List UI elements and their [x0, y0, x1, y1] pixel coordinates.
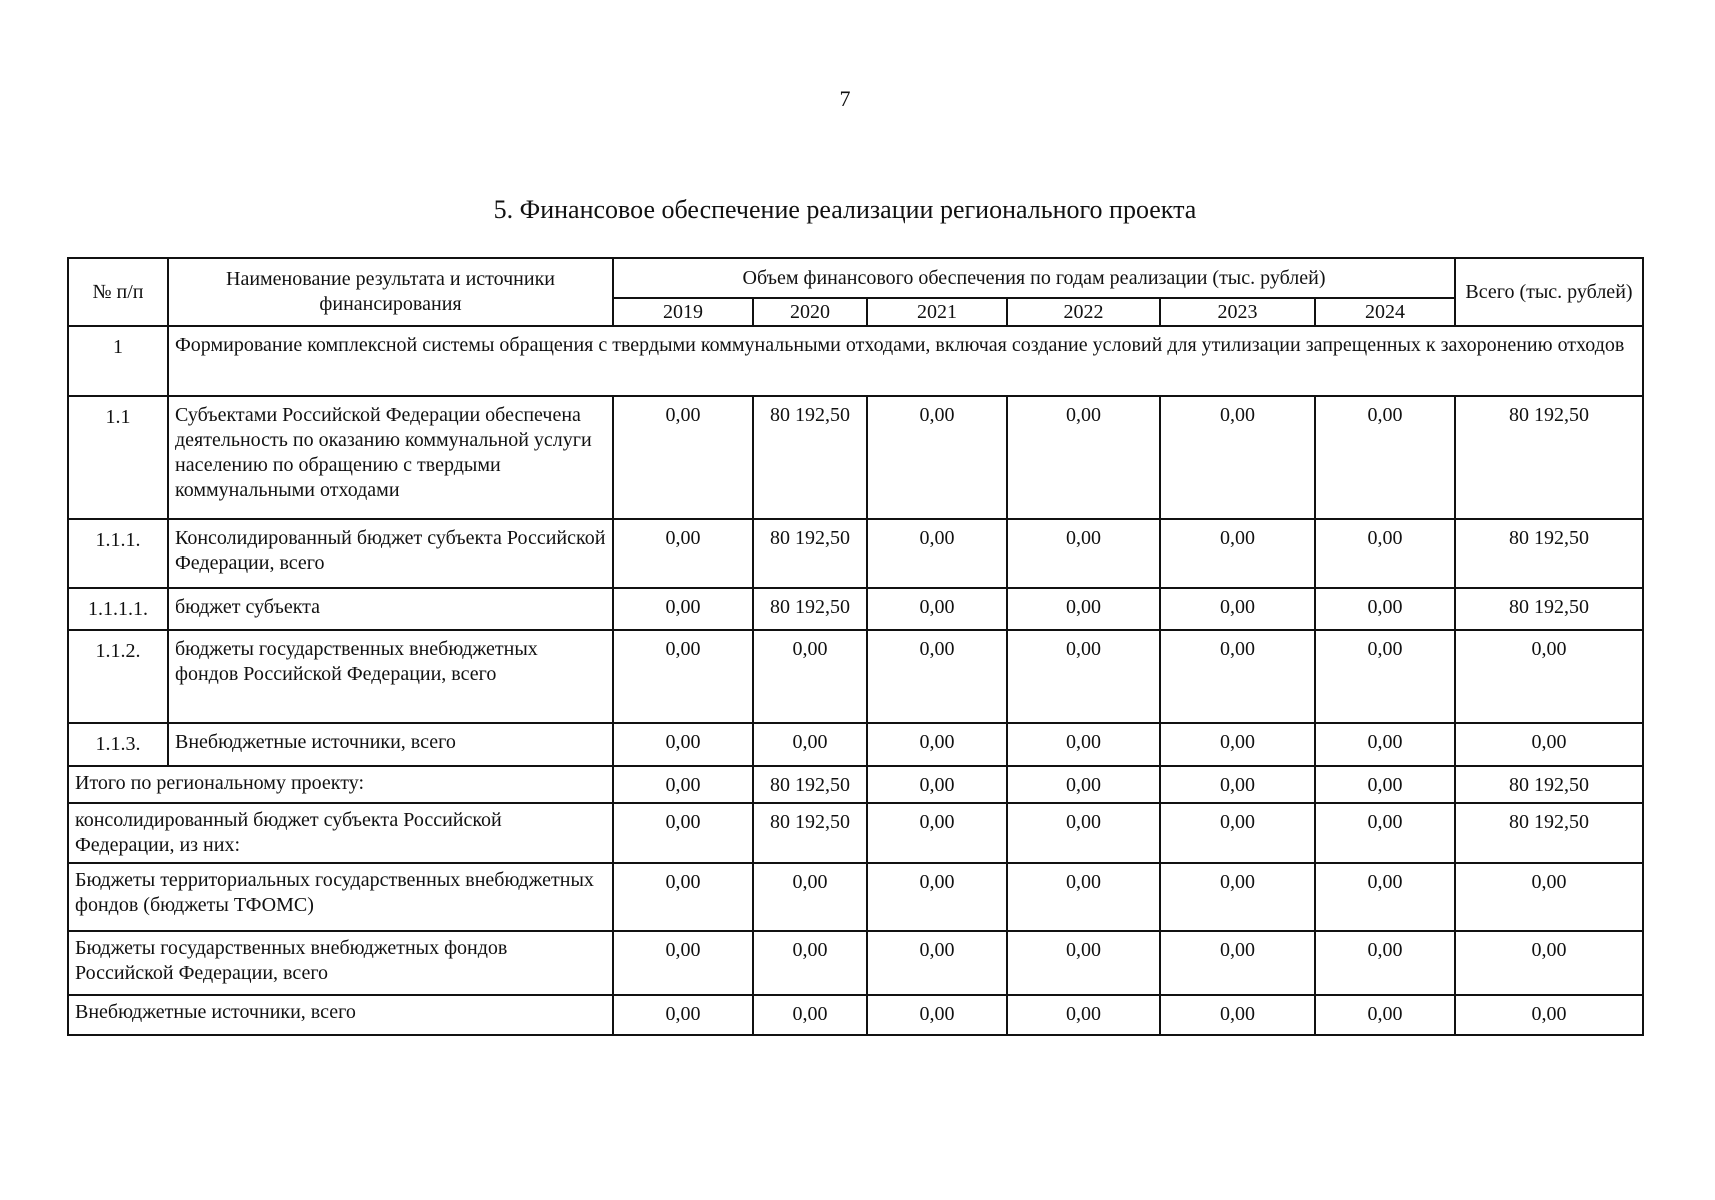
- totals-value: 0,00: [867, 863, 1007, 931]
- totals-total: 80 192,50: [1455, 766, 1643, 803]
- totals-value: 0,00: [753, 931, 867, 995]
- totals-value: 0,00: [1007, 803, 1160, 863]
- totals-label: Внебюджетные источники, всего: [68, 995, 613, 1035]
- row-value: 0,00: [1007, 396, 1160, 519]
- row-name: бюджет субъекта: [168, 588, 613, 630]
- header-year: 2022: [1007, 298, 1160, 326]
- totals-row: [68, 931, 1643, 995]
- row-value: 0,00: [1007, 519, 1160, 588]
- table-row: [68, 630, 1643, 723]
- totals-total: 0,00: [1455, 931, 1643, 995]
- row-value: 0,00: [1007, 588, 1160, 630]
- row-num: 1.1.2.: [68, 630, 168, 723]
- totals-label: консолидированный бюджет субъекта Российской Федерации, из них:: [68, 803, 613, 863]
- row-value: 0,00: [1160, 630, 1315, 723]
- table-row: [68, 723, 1643, 766]
- totals-value: 80 192,50: [753, 803, 867, 863]
- totals-value: 0,00: [867, 931, 1007, 995]
- row-name: Субъектами Российской Федерации обеспечена деятельность по оказанию коммунальной услуги населению по обращению с твердыми коммунальными отходами: [168, 396, 613, 519]
- row-total: 80 192,50: [1455, 396, 1643, 519]
- row-value: 80 192,50: [753, 519, 867, 588]
- row-value: 0,00: [1160, 723, 1315, 766]
- totals-value: 0,00: [1007, 766, 1160, 803]
- row-total: 80 192,50: [1455, 588, 1643, 630]
- row-value: 0,00: [1007, 630, 1160, 723]
- totals-value: 0,00: [867, 995, 1007, 1035]
- row-value: 0,00: [867, 519, 1007, 588]
- row-value: 0,00: [613, 519, 753, 588]
- row-value: 0,00: [867, 723, 1007, 766]
- totals-value: 0,00: [1315, 931, 1455, 995]
- totals-value: 0,00: [1007, 863, 1160, 931]
- group-num: 1: [68, 326, 168, 396]
- totals-value: 0,00: [753, 995, 867, 1035]
- totals-value: 0,00: [613, 803, 753, 863]
- row-value: 0,00: [613, 723, 753, 766]
- header-row: [68, 258, 1643, 298]
- row-value: 0,00: [1160, 396, 1315, 519]
- header-year: 2024: [1315, 298, 1455, 326]
- totals-value: 0,00: [867, 803, 1007, 863]
- row-value: 0,00: [613, 396, 753, 519]
- row-value: 0,00: [1160, 588, 1315, 630]
- row-value: 0,00: [867, 630, 1007, 723]
- row-value: 0,00: [753, 630, 867, 723]
- totals-value: 0,00: [1160, 803, 1315, 863]
- row-total: 0,00: [1455, 630, 1643, 723]
- totals-value: 0,00: [613, 863, 753, 931]
- totals-value: 0,00: [1160, 995, 1315, 1035]
- totals-value: 0,00: [613, 995, 753, 1035]
- row-value: 0,00: [1315, 396, 1455, 519]
- totals-label: Бюджеты территориальных государственных внебюджетных фондов (бюджеты ТФОМС): [68, 863, 613, 931]
- totals-value: 0,00: [1315, 995, 1455, 1035]
- row-value: 0,00: [1315, 630, 1455, 723]
- row-value: 0,00: [867, 396, 1007, 519]
- row-value: 0,00: [1315, 723, 1455, 766]
- header-year: 2020: [753, 298, 867, 326]
- totals-value: 0,00: [1160, 766, 1315, 803]
- row-value: 0,00: [1007, 723, 1160, 766]
- table-row: [68, 396, 1643, 519]
- row-total: 0,00: [1455, 723, 1643, 766]
- row-name: Внебюджетные источники, всего: [168, 723, 613, 766]
- totals-row: [68, 995, 1643, 1035]
- row-num: 1.1: [68, 396, 168, 519]
- table-row: [68, 519, 1643, 588]
- table-row: [68, 588, 1643, 630]
- header-year: 2021: [867, 298, 1007, 326]
- row-value: 80 192,50: [753, 588, 867, 630]
- row-name: бюджеты государственных внебюджетных фондов Российской Федерации, всего: [168, 630, 613, 723]
- totals-value: 80 192,50: [753, 766, 867, 803]
- totals-total: 80 192,50: [1455, 803, 1643, 863]
- header-year: 2019: [613, 298, 753, 326]
- totals-value: 0,00: [1315, 766, 1455, 803]
- totals-value: 0,00: [1007, 995, 1160, 1035]
- totals-row: [68, 863, 1643, 931]
- row-name: Консолидированный бюджет субъекта Российской Федерации, всего: [168, 519, 613, 588]
- totals-row: [68, 803, 1643, 863]
- row-value: 0,00: [867, 588, 1007, 630]
- row-value: 0,00: [1160, 519, 1315, 588]
- totals-value: 0,00: [1007, 931, 1160, 995]
- section-title: 5. Финансовое обеспечение реализации регионального проекта: [493, 195, 1197, 224]
- totals-value: 0,00: [613, 931, 753, 995]
- totals-total: 0,00: [1455, 995, 1643, 1035]
- header-year: 2023: [1160, 298, 1315, 326]
- row-value: 80 192,50: [753, 396, 867, 519]
- totals-value: 0,00: [613, 766, 753, 803]
- totals-label: Бюджеты государственных внебюджетных фондов Российской Федерации, всего: [68, 931, 613, 995]
- row-value: 0,00: [613, 588, 753, 630]
- totals-total: 0,00: [1455, 863, 1643, 931]
- totals-label: Итого по региональному проекту:: [68, 766, 613, 803]
- row-total: 80 192,50: [1455, 519, 1643, 588]
- header-total: Всего (тыс. рублей): [1455, 258, 1643, 326]
- row-num: 1.1.3.: [68, 723, 168, 766]
- header-num: № п/п: [68, 258, 168, 326]
- totals-value: 0,00: [1160, 931, 1315, 995]
- row-num: 1.1.1.1.: [68, 588, 168, 630]
- group-text: Формирование комплексной системы обращения с твердыми коммунальными отходами, включая создание условий для утилизации запрещенных к захоронению отходов: [168, 326, 1643, 396]
- financing-table: [67, 257, 1644, 1036]
- row-value: 0,00: [1315, 588, 1455, 630]
- header-volume: Объем финансового обеспечения по годам реализации (тыс. рублей): [613, 258, 1455, 298]
- totals-value: 0,00: [1315, 863, 1455, 931]
- row-num: 1.1.1.: [68, 519, 168, 588]
- page-number: 7: [839, 86, 851, 111]
- group-row: [68, 326, 1643, 396]
- totals-value: 0,00: [753, 863, 867, 931]
- header-name: Наименование результата и источники финансирования: [168, 258, 613, 326]
- row-value: 0,00: [753, 723, 867, 766]
- totals-value: 0,00: [1160, 863, 1315, 931]
- row-value: 0,00: [1315, 519, 1455, 588]
- totals-row: [68, 766, 1643, 803]
- totals-value: 0,00: [1315, 803, 1455, 863]
- row-value: 0,00: [613, 630, 753, 723]
- totals-value: 0,00: [867, 766, 1007, 803]
